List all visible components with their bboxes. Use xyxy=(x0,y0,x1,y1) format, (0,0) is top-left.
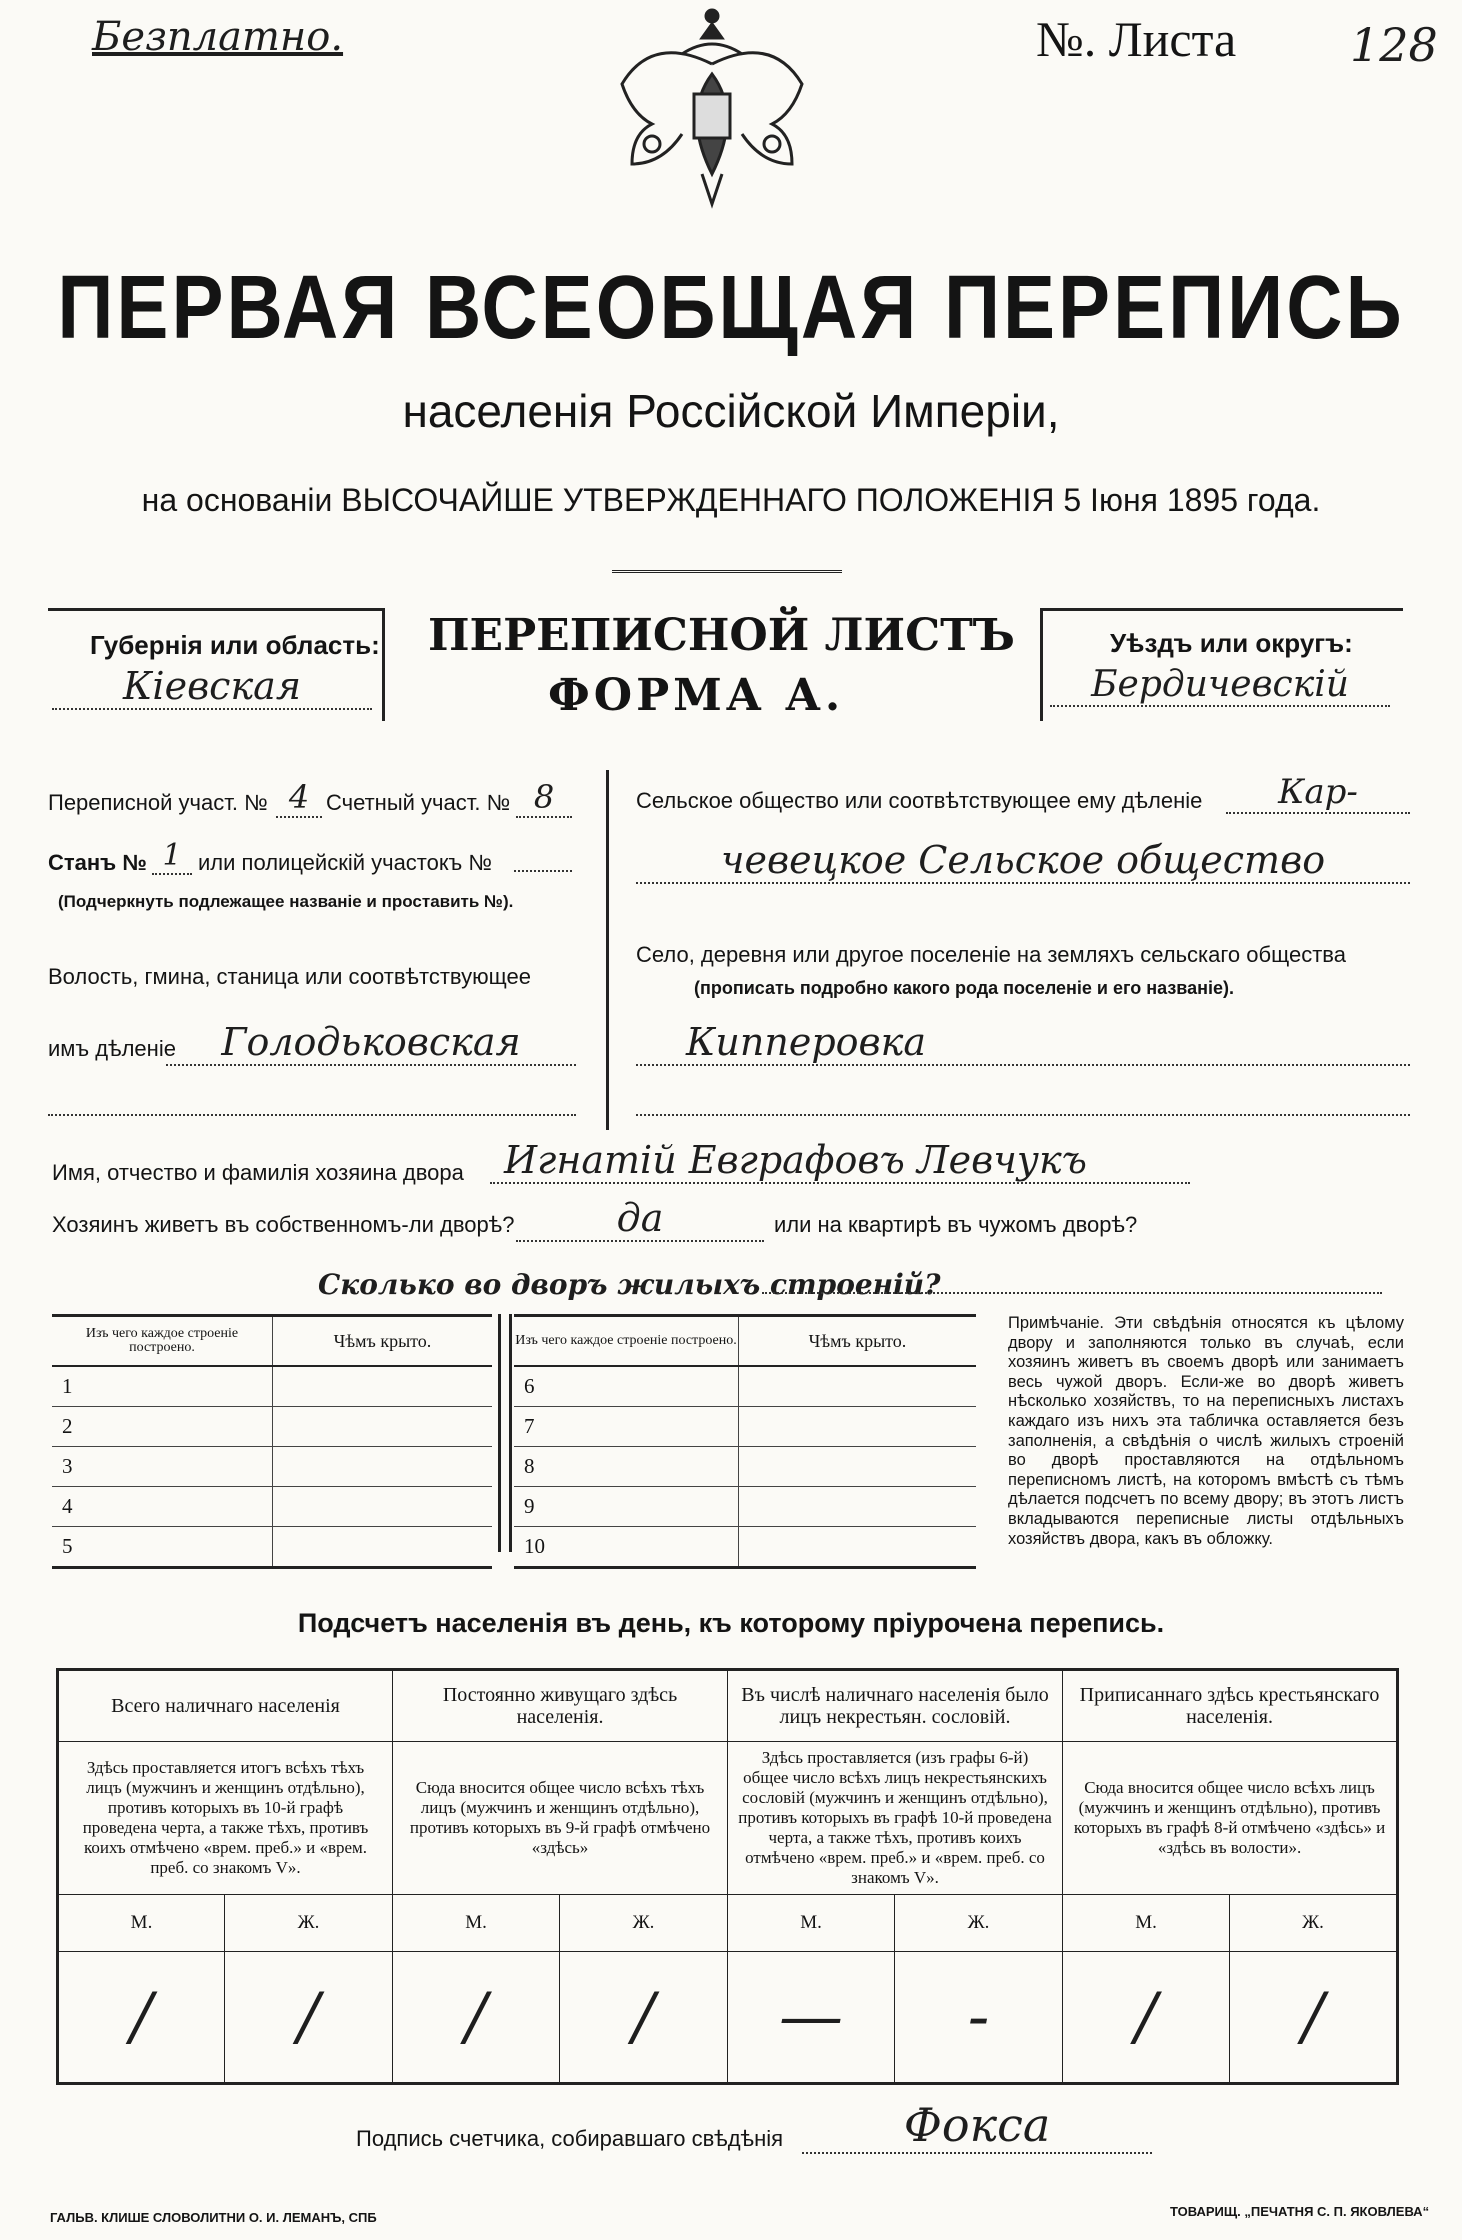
volost-value: Голодьковская xyxy=(166,1020,576,1066)
note-text: Примѣчаніе. Эти свѣдѣнія относятся къ цѣлому двору и заполняются только въ случаѣ, если хозяинъ живетъ въ своемъ дворѣ или занимаетъ весь чужой дворъ. Если-же во дворѣ живетъ нѣсколько хозяйствъ, то на переписныхъ листахъ каждаго изъ нихъ эта табличка оставляется безъ заполненія, а свѣдѣнія о числѣ жилыхъ строеній во дворѣ проставляются на отдѣльномъ переписномъ листѣ, на которомъ вмѣстѣ съ тѣмъ дѣлается подсчетъ по всему двору; въ этотъ листъ вкладываются переписные листы отдѣльныхъ хозяйствъ двора, какъ въ обложку. xyxy=(1008,1314,1404,1548)
row-number: 7 xyxy=(514,1407,739,1447)
male-label: М. xyxy=(393,1895,560,1952)
structures-table-right xyxy=(514,1314,976,1569)
row-number: 2 xyxy=(52,1407,273,1447)
non-peasant-female-value: - xyxy=(895,1952,1063,2084)
col-built-header: Изъ чего каждое строеніе построено. xyxy=(52,1316,273,1367)
volost-label-continued: имъ дѣленіе xyxy=(48,1036,176,1061)
count-area-value: 8 xyxy=(516,778,572,818)
police-value xyxy=(514,866,572,872)
own-yard-value: да xyxy=(516,1196,764,1242)
col-roof-header: Чѣмъ крыто. xyxy=(739,1316,977,1367)
village-note: (прописать подробно какого рода поселеніе и его названіе). xyxy=(694,978,1235,998)
registered-peasant-header: Приписаннаго здѣсь крестьянскаго населенія. xyxy=(1063,1670,1398,1742)
stan-value: 1 xyxy=(152,838,192,875)
village-value: Кипперовка xyxy=(636,1020,1410,1066)
stan-label: Станъ № xyxy=(48,850,147,875)
female-label: Ж. xyxy=(1230,1895,1398,1952)
sheet-number-value: 128 xyxy=(1350,18,1438,72)
district-value: Бердичевскій xyxy=(1050,664,1390,707)
registered-female-value: / xyxy=(1230,1952,1398,2084)
permanent-population-header: Постоянно живущаго здѣсь населенія. xyxy=(393,1670,728,1742)
village-extra-line xyxy=(636,1112,1410,1116)
volost-label: Волость, гмина, станица или соотвѣтствующее xyxy=(48,964,531,989)
signature-value: Фокса xyxy=(802,2098,1152,2154)
village-label: Село, деревня или другое поселеніе на земляхъ сельскаго общества xyxy=(636,942,1346,967)
permanent-male-value: / xyxy=(393,1952,560,2084)
province-label: Губернія или область: xyxy=(90,630,380,660)
owner-name-label: Имя, отчество и фамилія хозяина двора xyxy=(52,1160,464,1185)
registered-male-value: / xyxy=(1063,1952,1230,2084)
structures-table-left xyxy=(52,1314,492,1569)
signature-label: Подпись счетчика, собиравшаго свѣдѣнія xyxy=(356,2126,784,2151)
form-name: ФОРМА А. xyxy=(548,670,845,721)
row-number: 4 xyxy=(52,1487,273,1527)
legal-basis: на основаніи ВЫСОЧАЙШЕ УТВЕРЖДЕННАГО ПОЛОЖЕНІЯ 5 Іюня 1895 года. xyxy=(141,482,1321,518)
male-label: М. xyxy=(58,1895,225,1952)
registered-peasant-desc: Сюда вносится общее число всѣхъ лицъ (мужчинъ и женщинъ отдѣльно), противъ которыхъ въ графѣ 8-й отмѣчено «здѣсь» и «здѣсь въ волости». xyxy=(1063,1742,1398,1895)
police-label: или полицейскій участокъ № xyxy=(198,850,492,875)
row-number: 3 xyxy=(52,1447,273,1487)
coat-of-arms-icon xyxy=(612,4,812,224)
sheet-title: ПЕРЕПИСНОЙ ЛИСТЪ xyxy=(428,610,1015,661)
population-table xyxy=(56,1668,1399,2085)
field-divider xyxy=(606,770,609,1130)
row-number: 5 xyxy=(52,1527,273,1568)
row-number: 9 xyxy=(514,1487,739,1527)
own-yard-label: Хозяинъ живетъ въ собственномъ-ли дворѣ? xyxy=(52,1212,515,1237)
female-label: Ж. xyxy=(225,1895,393,1952)
female-label: Ж. xyxy=(560,1895,728,1952)
free-label: Безплатно. xyxy=(92,14,344,60)
buildings-label: Сколько во дворъ жилыхъ строеній? xyxy=(318,1268,941,1301)
footer-left: ГАЛЬВ. КЛИШЕ СЛОВОЛИТНИ О. И. ЛЕМАНЪ, СПБ xyxy=(50,2210,377,2225)
sheet-number-label: №. Листа xyxy=(1036,11,1237,67)
permanent-female-value: / xyxy=(560,1952,728,2084)
census-area-value: 4 xyxy=(276,778,322,818)
total-male-value: / xyxy=(58,1952,225,2084)
count-area-label: Счетный участ. № xyxy=(326,790,511,815)
col-roof-header: Чѣмъ крыто. xyxy=(273,1316,493,1367)
ornament-divider xyxy=(612,570,842,573)
male-label: М. xyxy=(728,1895,895,1952)
society-value-line1: Кар- xyxy=(1226,772,1410,814)
district-label: Уѣздъ или округъ: xyxy=(1110,628,1353,658)
row-number: 10 xyxy=(514,1527,739,1568)
society-value-line2: чевецкое Сельское общество xyxy=(636,838,1410,884)
row-number: 8 xyxy=(514,1447,739,1487)
footer-right: ТОВАРИЩ. „ПЕЧАТНЯ С. П. ЯКОВЛЕВА“ xyxy=(1170,2204,1430,2219)
main-title: ПЕРВАЯ ВСЕОБЩАЯ ПЕРЕПИСЬ xyxy=(57,256,1405,358)
female-label: Ж. xyxy=(895,1895,1063,1952)
permanent-population-desc: Сюда вносится общее число всѣхъ тѣхъ лицъ (мужчинъ и женщинъ отдѣльно), противъ которыхъ въ 9-й графѣ отмѣчено «здѣсь» xyxy=(393,1742,728,1895)
row-number: 6 xyxy=(514,1366,739,1407)
table-separator xyxy=(498,1314,512,1552)
volost-extra-line xyxy=(48,1112,576,1116)
total-population-desc: Здѣсь проставляется итогъ всѣхъ тѣхъ лицъ (мужчинъ и женщинъ отдѣльно), противъ которыхъ въ 10-й графѣ проведена черта, а также тѣхъ, противъ коихъ отмѣчено «врем. преб.» и «врем. преб. со знакомъ V». xyxy=(58,1742,393,1895)
non-peasant-male-value: — xyxy=(728,1952,895,2084)
society-label: Сельское общество или соотвѣтствующее ему дѣленіе xyxy=(636,788,1203,813)
total-female-value: / xyxy=(225,1952,393,2084)
underline-note: (Подчеркнуть подлежащее названіе и проставить №). xyxy=(58,892,514,911)
non-peasant-header: Въ числѣ наличнаго населенія было лицъ некрестьян. сословій. xyxy=(728,1670,1063,1742)
total-population-header: Всего наличнаго населенія xyxy=(58,1670,393,1742)
buildings-value xyxy=(762,1290,1382,1294)
col-built-header: Изъ чего каждое строеніе построено. xyxy=(514,1316,739,1367)
subtitle: населенія Россійской Имперіи, xyxy=(402,385,1060,437)
owner-name-value: Игнатій Евграфовъ Левчукъ xyxy=(490,1138,1190,1184)
male-label: М. xyxy=(1063,1895,1230,1952)
census-area-label: Переписной участ. № xyxy=(48,790,268,815)
non-peasant-desc: Здѣсь проставляется (изъ графы 6-й) общее число всѣхъ лицъ некрестьянскихъ сословій (мужчинъ и женщинъ отдѣльно), противъ которыхъ въ графѣ 10-й проведена черта, а также тѣхъ, противъ коихъ отмѣчено «врем. преб.» и «врем. преб. со знакомъ V». xyxy=(728,1742,1063,1895)
rent-label: или на квартирѣ въ чужомъ дворѣ? xyxy=(774,1212,1138,1237)
population-title: Подсчетъ населенія въ день, къ которому пріурочена перепись. xyxy=(297,1608,1165,1638)
row-number: 1 xyxy=(52,1366,273,1407)
province-value: Кіевская xyxy=(52,664,372,710)
